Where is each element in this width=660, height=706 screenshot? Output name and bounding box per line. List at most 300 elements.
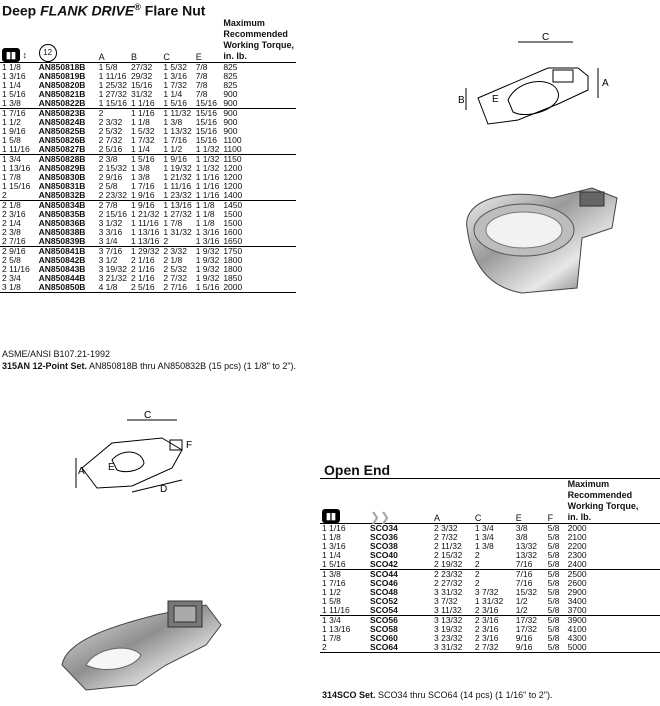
table-cell: 3 31/32	[434, 587, 463, 597]
table-cell: 1 7/16	[163, 135, 187, 145]
table-cell: 1 1/4	[2, 80, 21, 90]
table-cell: 2 15/32	[98, 163, 127, 173]
table-cell: 1 3/4	[320, 616, 368, 626]
table-cell: SCO40	[370, 550, 398, 560]
open-end-title: Open End	[324, 462, 391, 478]
table-cell: 1 27/32	[98, 89, 127, 99]
table-cell: AN850838B	[38, 227, 86, 237]
table-row	[320, 643, 660, 652]
table-cell: 1450	[221, 201, 296, 211]
table-cell: SCO64	[370, 642, 398, 652]
table-cell: 1 3/4	[474, 532, 494, 542]
table-cell: 1 11/16	[2, 144, 30, 154]
table-cell: 2 5/32	[98, 126, 123, 136]
flare-nut-diagram	[458, 28, 618, 128]
flare-nut-table-wrap	[0, 18, 296, 293]
table-cell: 1 3/8	[130, 163, 150, 173]
table-cell: 1 5/16	[195, 282, 220, 292]
table-cell: 1750	[221, 247, 296, 257]
table-cell: 9/16	[515, 642, 533, 652]
table-cell: 1 5/32	[161, 63, 193, 73]
twelve-point-icon: 12	[39, 44, 57, 62]
open-end-diagram	[72, 408, 212, 498]
table-cell: 3 7/32	[434, 596, 458, 606]
table-cell: SCO58	[370, 624, 398, 634]
table-cell: 1 7/32	[130, 135, 155, 145]
table-cell: 2 1/8	[163, 255, 183, 265]
table-cell: 1 11/16	[130, 218, 159, 228]
table-cell: AN850828B	[37, 155, 97, 165]
table-cell: 2 1/4	[2, 218, 21, 228]
table-cell: 2 27/32	[434, 578, 463, 588]
table-cell: 1 23/32	[163, 190, 192, 200]
table-cell: 1 31/32	[474, 596, 504, 606]
table-cell: 1 7/16	[0, 109, 37, 119]
table-cell: 1800	[223, 255, 243, 265]
table-cell: AN850832B	[38, 190, 86, 200]
table-cell: AN850831B	[38, 181, 86, 191]
oe-size-icon-header	[320, 479, 368, 524]
table-cell: 1 1/2	[163, 144, 183, 154]
table-cell: 2	[163, 236, 169, 246]
open-end-set-line: 314SCO Set. SCO34 thru SCO64 (14 pcs) (1 1/16" to 2").	[322, 690, 553, 700]
table-cell: 2400	[567, 559, 587, 569]
table-cell: 4100	[567, 624, 587, 634]
table-cell: 1 1/8	[195, 209, 215, 219]
table-row	[0, 283, 296, 292]
dim-e-label-2: E	[108, 462, 115, 473]
table-cell: 15/16	[195, 126, 217, 136]
table-cell: 1 27/32	[163, 209, 192, 219]
table-cell: 3 23/32	[434, 633, 463, 643]
table-cell: 1 13/16	[130, 227, 160, 237]
table-cell: 1 13/16	[163, 200, 192, 210]
table-cell: 1200	[223, 163, 243, 173]
table-cell: 3700	[567, 605, 587, 615]
table-cell: 1 5/16	[322, 559, 346, 569]
table-cell: 1 3/8	[320, 570, 368, 580]
table-cell: 1600	[223, 227, 243, 237]
table-cell: AN850827B	[38, 144, 86, 154]
torque-header: Maximum Recommended Working Torque, in. lb.	[223, 18, 294, 61]
table-cell: AN850820B	[38, 80, 86, 90]
table-cell: 1100	[223, 135, 242, 145]
table-cell: 2 5/8	[2, 255, 21, 265]
dim-f-label: F	[186, 440, 193, 451]
table-cell: 1 9/16	[2, 126, 26, 136]
table-cell: 2000	[223, 282, 243, 292]
table-cell: AN850836B	[38, 218, 86, 228]
table-cell: AN850835B	[38, 209, 86, 219]
table-cell: SCO60	[370, 633, 398, 643]
table-cell: 3 7/16	[97, 247, 129, 257]
table-cell: 1 1/16	[195, 172, 220, 182]
table-cell: 1 3/8	[163, 117, 183, 127]
points-header	[37, 18, 97, 63]
table-cell: AN850825B	[38, 126, 86, 136]
table-cell: 2 23/32	[432, 570, 473, 580]
table-cell: 5/8	[547, 587, 560, 597]
table-cell: 2 3/8	[97, 155, 129, 165]
table-cell: 5/8	[547, 624, 560, 634]
table-cell: 825	[223, 80, 238, 90]
table-cell: AN850818B	[37, 63, 97, 73]
table-cell: 1 1/8	[0, 63, 37, 73]
table-cell: 1 13/16	[322, 624, 351, 634]
hex-size-icon: ▮▮	[2, 48, 20, 62]
table-cell: 1 5/16	[2, 89, 26, 99]
table-cell: 2 3/32	[161, 247, 193, 257]
table-cell: 17/32	[514, 616, 546, 626]
table-cell: 2 15/32	[434, 550, 463, 560]
table-cell: 1850	[223, 273, 243, 283]
table-cell: 1 3/16	[163, 71, 187, 81]
table-cell: 1 3/16	[322, 541, 346, 551]
table-cell: 3 21/32	[98, 273, 127, 283]
table-cell: 1 7/8	[322, 633, 341, 643]
table-cell: 15/32	[515, 587, 538, 597]
table-cell: 1 7/8	[163, 218, 183, 228]
oe-col-c-header: C	[474, 513, 482, 523]
col-e-header: E	[195, 52, 202, 62]
hex-size-icon-2: ▮▮	[322, 509, 340, 523]
table-cell: SCO36	[370, 532, 398, 542]
table-cell: 5/8	[547, 633, 560, 643]
table-cell: 1 7/16	[322, 578, 346, 588]
table-cell: 2100	[567, 532, 587, 542]
table-cell: 29/32	[130, 71, 153, 81]
table-cell: 3 11/32	[434, 605, 462, 615]
table-cell: 1 9/32	[195, 255, 220, 265]
dim-a-label-2: A	[78, 466, 85, 477]
table-cell: 7/8	[195, 89, 208, 99]
table-cell: 1650	[223, 236, 243, 246]
table-cell: 3 19/32	[434, 624, 463, 634]
table-cell: 2 1/16	[130, 264, 155, 274]
table-cell: 15/16	[195, 135, 217, 145]
table-cell: 2 3/4	[2, 273, 21, 283]
col-b-header: B	[130, 52, 137, 62]
table-cell: AN850824B	[38, 117, 86, 127]
table-cell: 1 1/32	[195, 144, 220, 154]
table-cell: AN850842B	[38, 255, 86, 265]
table-cell: 5/8	[547, 550, 560, 560]
table-cell: 2 5/16	[98, 144, 123, 154]
table-cell: 1100	[223, 144, 242, 154]
table-cell: 15/16	[130, 80, 153, 90]
table-cell: 1800	[223, 264, 243, 274]
dim-c-label-2: C	[144, 410, 152, 421]
table-cell: 2 9/16	[0, 247, 37, 257]
dim-c-label: C	[542, 32, 550, 43]
table-cell: 27/32	[129, 63, 161, 73]
table-cell: 2 3/32	[432, 524, 473, 534]
oe-col-f-header: F	[547, 513, 554, 523]
table-cell: AN850821B	[38, 89, 86, 99]
table-cell: AN850834B	[37, 201, 97, 211]
dim-d-label: D	[160, 484, 168, 495]
table-cell: 2 5/16	[130, 282, 155, 292]
table-cell: 1500	[223, 209, 243, 219]
table-cell: 5/8	[547, 578, 560, 588]
table-cell: 1 9/32	[195, 264, 220, 274]
table-cell: 15/16	[195, 98, 217, 108]
table-cell: SCO44	[368, 570, 432, 580]
table-cell: 3 1/2	[98, 255, 118, 265]
table-cell: AN850839B	[38, 236, 86, 246]
table-cell: 3/8	[515, 532, 528, 542]
table-cell: 1 15/16	[2, 181, 31, 191]
table-cell: 4300	[567, 633, 587, 643]
table-cell: 5/8	[546, 570, 566, 580]
table-cell: 2 7/16	[163, 282, 187, 292]
table-cell: 1 1/16	[130, 98, 155, 108]
table-cell: 1 1/8	[322, 532, 341, 542]
table-cell: 3 1/4	[98, 236, 118, 246]
table-cell: 2300	[567, 550, 587, 560]
table-cell: 5/8	[547, 541, 560, 551]
table-cell: 2 3/16	[474, 633, 499, 643]
table-cell: 7/8	[195, 80, 208, 90]
table-cell: 5/8	[546, 524, 566, 534]
open-end-wrench-icon: ❯❯	[370, 510, 391, 524]
table-cell: 1 1/2	[322, 587, 341, 597]
table-cell: SCO38	[370, 541, 398, 551]
table-cell: 1 15/16	[98, 98, 127, 108]
table-cell: 1 13/16	[130, 236, 160, 246]
table-cell: 2	[473, 570, 514, 580]
oe-torque-header: Maximum Recommended Working Torque, in. lb.	[567, 479, 639, 522]
table-cell: 1 1/16	[195, 190, 220, 200]
table-cell: 3 13/32	[432, 616, 473, 626]
table-cell: 1 9/16	[130, 190, 155, 200]
flare-set-line: 315AN 12-Point Set. AN850818B thru AN850832B (15 pcs) (1 1/8" to 2").	[2, 361, 297, 371]
dim-e-label: E	[492, 94, 499, 105]
table-cell: 1/2	[515, 596, 528, 606]
open-end-photo	[56, 585, 226, 695]
table-cell: 825	[221, 63, 296, 73]
table-cell: 1 3/16	[195, 227, 220, 237]
table-cell: 4 1/8	[98, 282, 118, 292]
table-cell: 2 15/16	[98, 209, 127, 219]
table-cell: 2	[322, 642, 327, 652]
table-cell: AN850844B	[38, 273, 86, 283]
table-cell: 1 1/16	[195, 181, 220, 191]
table-cell: 1 13/32	[163, 126, 192, 136]
table-cell: 1 11/16	[98, 71, 127, 81]
table-cell: 15/16	[195, 117, 217, 127]
table-cell: 15/16	[194, 109, 222, 119]
table-cell: 1 1/32	[195, 154, 220, 164]
table-cell: 825	[223, 71, 238, 81]
table-cell: 5000	[567, 642, 587, 652]
table-cell: 1 1/8	[194, 201, 222, 211]
table-cell: 1 3/8	[474, 541, 494, 551]
table-cell: 2 5/32	[163, 264, 187, 274]
table-cell: 1 5/8	[2, 135, 21, 145]
table-cell: 900	[223, 98, 238, 108]
col-a-header: A	[98, 52, 105, 62]
table-cell: 17/32	[515, 624, 538, 634]
table-cell: 1 1/4	[322, 550, 341, 560]
table-cell: 1 7/8	[2, 172, 21, 182]
table-cell: 1 1/4	[130, 144, 150, 154]
table-cell: 9/16	[515, 633, 533, 643]
table-cell: 1 9/32	[195, 273, 220, 283]
table-cell: 1 5/32	[130, 126, 155, 136]
oe-col-e-header: E	[515, 513, 522, 523]
table-cell: 1 9/16	[129, 201, 161, 211]
table-cell: 1 5/8	[322, 596, 341, 606]
table-cell: 1 3/8	[2, 98, 21, 108]
table-cell: 2	[2, 190, 7, 200]
size-icon-header	[0, 18, 37, 63]
flare-nut-table	[0, 18, 296, 292]
table-cell: 1 11/32	[161, 109, 193, 119]
table-cell: SCO42	[370, 559, 398, 569]
table-cell: 2	[97, 109, 129, 119]
table-cell: 1/2	[515, 605, 528, 615]
table-cell: 3 31/32	[434, 642, 463, 652]
table-cell: 1 21/32	[163, 172, 192, 182]
table-cell: 5/8	[546, 616, 566, 626]
open-end-table	[320, 479, 660, 652]
table-cell: 2 3/16	[2, 209, 26, 219]
table-cell: SCO48	[370, 587, 398, 597]
table-cell: SCO34	[368, 524, 432, 534]
table-cell: 1 3/4	[473, 524, 514, 534]
table-cell: 2 5/8	[98, 181, 118, 191]
col-c-header: C	[163, 52, 170, 62]
table-cell: 2 3/16	[474, 605, 499, 615]
oe-wrench-icon-header	[368, 479, 432, 524]
table-cell: 7/8	[195, 71, 208, 81]
table-cell: AN850830B	[38, 172, 86, 182]
table-cell: 3400	[567, 596, 587, 606]
standard-note: ASME/ANSI B107.21-1992	[2, 349, 111, 359]
table-cell: 2 11/32	[434, 541, 462, 551]
table-cell: 2 9/16	[98, 172, 123, 182]
table-cell: 3 1/8	[2, 282, 21, 292]
dim-a-label: A	[602, 78, 609, 89]
table-cell: AN850823B	[37, 109, 97, 119]
table-cell: 2 3/16	[473, 616, 514, 626]
table-cell: 2	[474, 578, 480, 588]
table-cell: 1 7/16	[130, 181, 155, 191]
table-cell: 1 3/4	[0, 155, 37, 165]
table-cell: 1 11/16	[163, 181, 192, 191]
flare-nut-photo	[452, 168, 622, 308]
table-cell: AN850819B	[38, 71, 86, 81]
table-cell: 1 21/32	[130, 209, 160, 219]
table-cell: 1 3/16	[195, 236, 220, 246]
table-cell: 900	[223, 126, 238, 136]
table-cell: 3 3/16	[98, 227, 123, 237]
table-cell: 1 1/16	[129, 109, 161, 119]
table-cell: 5/8	[547, 532, 560, 542]
table-cell: AN850826B	[38, 135, 86, 145]
table-cell: 2 7/32	[163, 273, 187, 283]
table-cell: 2200	[567, 541, 587, 551]
table-cell: 2 7/32	[434, 532, 458, 542]
table-cell: 1 7/32	[163, 80, 187, 90]
table-cell: 2 3/32	[98, 117, 123, 127]
table-cell: 7/8	[194, 63, 222, 73]
table-cell: 2600	[567, 578, 587, 588]
oe-col-a-header: A	[434, 513, 441, 523]
flare-nut-title: Deep FLANK DRIVE® Flare Nut	[2, 2, 206, 19]
table-cell: 2 1/16	[130, 273, 155, 283]
table-cell: 2	[474, 559, 480, 569]
table-cell: 1150	[221, 155, 296, 165]
table-cell: 2 11/16	[2, 264, 30, 274]
table-cell: 13/32	[515, 550, 538, 560]
table-cell: AN850850B	[38, 282, 86, 292]
table-cell: 1 1/8	[195, 218, 215, 228]
table-cell: 2 19/32	[434, 559, 463, 569]
table-cell: 1 1/16	[320, 524, 368, 534]
table-cell: 1 19/32	[163, 163, 192, 173]
table-cell: 2 1/8	[0, 201, 37, 211]
open-end-table-wrap	[320, 478, 660, 653]
table-cell: 1400	[223, 190, 243, 200]
table-cell: 2 7/16	[2, 236, 26, 246]
table-cell: 1 9/32	[195, 246, 220, 256]
table-cell: 1 5/16	[163, 98, 187, 108]
table-cell: 1200	[223, 172, 243, 182]
table-cell: 3/8	[514, 524, 546, 534]
table-cell: SCO46	[370, 578, 398, 588]
table-cell: 2900	[567, 587, 587, 597]
dimension-arrow-icon: ↕	[22, 50, 28, 60]
table-cell: 2000	[566, 524, 660, 534]
table-cell: 1 29/32	[130, 246, 160, 256]
table-cell: 1500	[223, 218, 243, 228]
table-cell: SCO54	[370, 605, 398, 615]
table-cell: AN850841B	[37, 247, 97, 257]
table-cell: 5/8	[547, 596, 560, 606]
table-cell: 1 5/8	[97, 63, 129, 73]
table-cell: 900	[223, 117, 238, 127]
table-cell: 1 3/8	[130, 172, 150, 182]
table-cell: 1 25/32	[98, 80, 127, 90]
table-cell: 1 9/16	[161, 155, 193, 165]
table-cell: 2500	[566, 570, 660, 580]
table-cell: 1 1/8	[130, 117, 150, 127]
table-cell: 13/32	[515, 541, 538, 551]
dim-b-label: B	[458, 95, 465, 106]
table-cell: 1 5/16	[129, 155, 161, 165]
table-cell: SCO52	[370, 596, 398, 606]
table-cell: 900	[221, 109, 296, 119]
table-cell: 3 7/32	[474, 587, 499, 597]
table-cell: 1 1/4	[163, 89, 183, 99]
table-cell: 1200	[223, 181, 243, 191]
table-cell: 5/8	[547, 642, 560, 652]
table-cell: 7/16	[515, 578, 533, 588]
table-cell: 31/32	[130, 89, 153, 99]
table-cell: 7/16	[515, 559, 533, 569]
table-cell: 2 7/32	[474, 642, 499, 652]
table-cell: 7/16	[514, 570, 546, 580]
table-cell: 1 11/16	[322, 605, 350, 615]
table-cell: 2 1/16	[130, 255, 155, 265]
table-cell: AN850822B	[38, 98, 86, 108]
table-cell: 2 3/16	[474, 624, 499, 634]
table-cell: 2 3/8	[2, 227, 21, 237]
table-cell: 2 23/32	[98, 190, 127, 200]
table-cell: 1 3/16	[2, 71, 26, 81]
